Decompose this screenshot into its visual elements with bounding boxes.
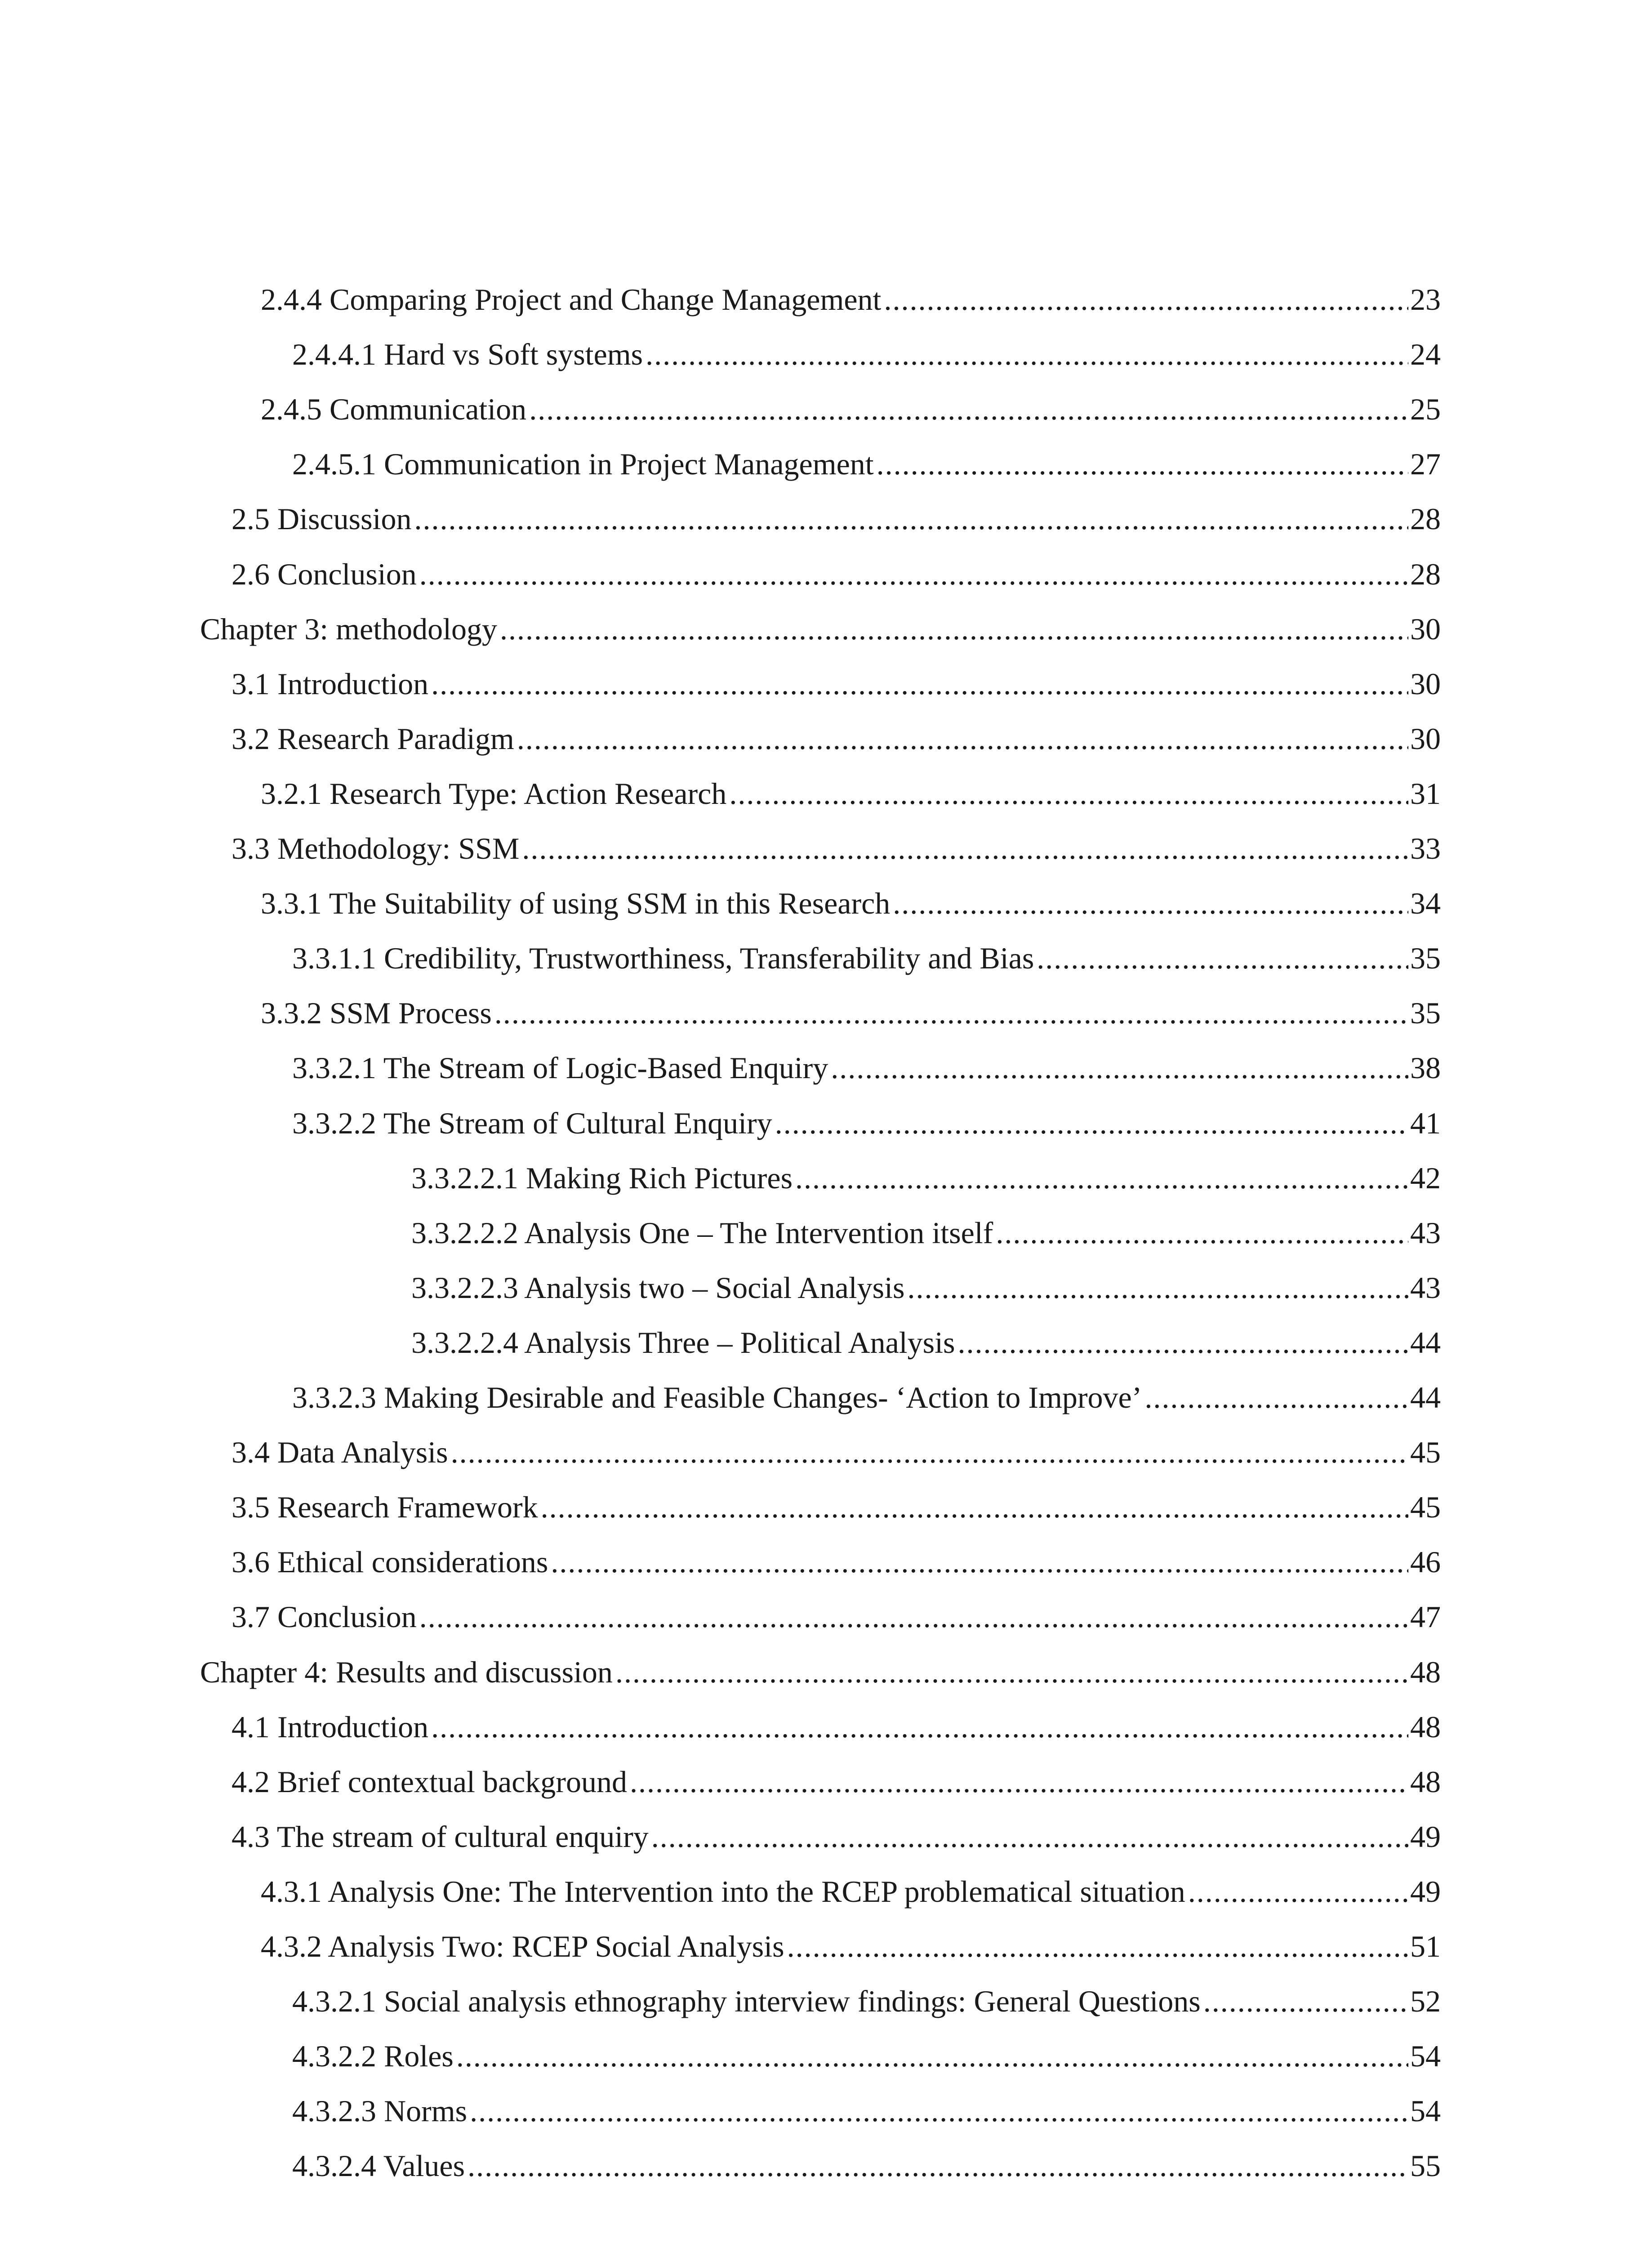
toc-row bbox=[261, 272, 1441, 327]
toc-entry[interactable] bbox=[0, 1589, 1652, 1644]
toc-row bbox=[232, 711, 1441, 766]
toc-dot-leader bbox=[529, 382, 1408, 437]
toc-entry[interactable] bbox=[0, 1096, 1652, 1151]
toc-entry-title: 4.3.2.1 Social analysis ethnography interview findings: General Questions bbox=[292, 1984, 1201, 2019]
toc-dot-leader bbox=[431, 1699, 1408, 1754]
toc-dot-leader bbox=[494, 986, 1408, 1040]
toc-entry-title: 2.4.4.1 Hard vs Soft systems bbox=[292, 337, 643, 372]
toc-row bbox=[292, 1974, 1441, 2029]
toc-entry-page-number: 35 bbox=[1410, 996, 1441, 1030]
toc-entry-page-number: 52 bbox=[1410, 1984, 1441, 2019]
toc-entry[interactable] bbox=[0, 1040, 1652, 1095]
toc-entry-title: 4.1 Introduction bbox=[232, 1709, 429, 1744]
toc-entry[interactable] bbox=[0, 2083, 1652, 2138]
toc-dot-leader bbox=[877, 437, 1408, 491]
toc-entry-title: 3.5 Research Framework bbox=[232, 1490, 538, 1525]
toc-row bbox=[292, 1040, 1441, 1095]
toc-entry-title: 4.3.1 Analysis One: The Intervention into the RCEP problematical situation bbox=[261, 1874, 1185, 1909]
toc-entry-title: 2.5 Discussion bbox=[232, 502, 412, 536]
toc-entry-title: 3.3.2.2.1 Making Rich Pictures bbox=[411, 1160, 793, 1195]
toc-entry-page-number: 30 bbox=[1410, 666, 1441, 701]
toc-entry[interactable] bbox=[0, 1425, 1652, 1480]
toc-row bbox=[292, 2029, 1441, 2083]
toc-row bbox=[292, 437, 1441, 491]
toc-entry-page-number: 42 bbox=[1410, 1160, 1441, 1195]
toc-dot-leader bbox=[907, 1260, 1408, 1315]
toc-entry-page-number: 51 bbox=[1410, 1929, 1441, 1963]
toc-row bbox=[292, 2138, 1441, 2193]
toc-row bbox=[232, 1809, 1441, 1864]
toc-entry[interactable] bbox=[0, 1809, 1652, 1864]
toc-row bbox=[261, 766, 1441, 821]
toc-row bbox=[200, 1645, 1441, 1699]
toc-row bbox=[292, 327, 1441, 382]
toc-entry-title: 4.3 The stream of cultural enquiry bbox=[232, 1819, 649, 1854]
toc-row bbox=[411, 1260, 1441, 1315]
toc-entry-page-number: 23 bbox=[1410, 282, 1441, 317]
toc-entry-page-number: 47 bbox=[1410, 1600, 1441, 1634]
toc-dot-leader bbox=[1144, 1370, 1408, 1425]
toc-entry-title: 4.2 Brief contextual background bbox=[232, 1764, 627, 1799]
toc-dot-leader bbox=[957, 1315, 1408, 1370]
toc-row bbox=[200, 602, 1441, 656]
toc-row bbox=[261, 876, 1441, 931]
toc-entry-page-number: 43 bbox=[1410, 1270, 1441, 1305]
toc-entry-page-number: 30 bbox=[1410, 611, 1441, 646]
toc-entry[interactable] bbox=[0, 711, 1652, 766]
toc-entry-page-number: 41 bbox=[1410, 1106, 1441, 1140]
toc-entry[interactable] bbox=[0, 1919, 1652, 1974]
toc-entry-title: 3.4 Data Analysis bbox=[232, 1435, 448, 1470]
toc-entry[interactable] bbox=[0, 1534, 1652, 1589]
toc-entry-title: 3.3.2 SSM Process bbox=[261, 996, 492, 1030]
toc-entry[interactable] bbox=[0, 491, 1652, 546]
toc-row bbox=[232, 1480, 1441, 1534]
toc-dot-leader bbox=[787, 1919, 1408, 1974]
toc-entry[interactable] bbox=[0, 437, 1652, 491]
toc-entry-title: 3.3.2.2.4 Analysis Three – Political Analysis bbox=[411, 1325, 955, 1360]
toc-entry-title: 2.4.5 Communication bbox=[261, 392, 527, 427]
toc-entry-page-number: 54 bbox=[1410, 2039, 1441, 2074]
toc-entry[interactable] bbox=[0, 327, 1652, 382]
toc-entry[interactable] bbox=[0, 1480, 1652, 1534]
toc-row bbox=[232, 821, 1441, 876]
toc-dot-leader bbox=[615, 1645, 1408, 1699]
toc-dot-leader bbox=[795, 1151, 1408, 1205]
toc-row bbox=[261, 382, 1441, 437]
toc-entry[interactable] bbox=[0, 1864, 1652, 1919]
toc-entry-title: 3.7 Conclusion bbox=[232, 1600, 417, 1634]
toc-dot-leader bbox=[431, 656, 1408, 711]
toc-entry-title: Chapter 3: methodology bbox=[200, 611, 498, 646]
toc-entry-page-number: 45 bbox=[1410, 1490, 1441, 1525]
toc-row bbox=[411, 1205, 1441, 1260]
toc-entry-title: 4.3.2 Analysis Two: RCEP Social Analysis bbox=[261, 1929, 784, 1963]
toc-entry[interactable] bbox=[0, 1974, 1652, 2029]
toc-entry-page-number: 31 bbox=[1410, 776, 1441, 811]
toc-dot-leader bbox=[517, 711, 1408, 766]
toc-entry-page-number: 28 bbox=[1410, 557, 1441, 591]
toc-row bbox=[232, 547, 1441, 602]
toc-entry[interactable] bbox=[0, 1699, 1652, 1754]
toc-row bbox=[292, 2083, 1441, 2138]
toc-row bbox=[292, 1096, 1441, 1151]
toc-entry-title: 4.3.2.2 Roles bbox=[292, 2039, 454, 2074]
toc-entry-title: 3.2 Research Paradigm bbox=[232, 721, 514, 756]
toc-row bbox=[232, 1534, 1441, 1589]
toc-row bbox=[292, 931, 1441, 986]
toc-dot-leader bbox=[522, 821, 1408, 876]
toc-entry-title: 2.6 Conclusion bbox=[232, 557, 417, 591]
toc-entry-page-number: 35 bbox=[1410, 941, 1441, 976]
toc-row bbox=[261, 1919, 1441, 1974]
toc-entry-title: Chapter 4: Results and discussion bbox=[200, 1655, 613, 1689]
toc-entry[interactable] bbox=[0, 1315, 1652, 1370]
toc-dot-leader bbox=[729, 766, 1408, 821]
toc-entry[interactable] bbox=[0, 2029, 1652, 2083]
toc-dot-leader bbox=[419, 1589, 1408, 1644]
toc-entry-title: 4.3.2.4 Values bbox=[292, 2149, 465, 2183]
toc-entry-page-number: 54 bbox=[1410, 2094, 1441, 2128]
toc-dot-leader bbox=[468, 2138, 1408, 2193]
toc-dot-leader bbox=[775, 1096, 1408, 1151]
toc-row bbox=[232, 1754, 1441, 1809]
toc-row bbox=[232, 1589, 1441, 1644]
toc-entry[interactable] bbox=[0, 1151, 1652, 1205]
toc-entry[interactable] bbox=[0, 547, 1652, 602]
toc-entry-page-number: 33 bbox=[1410, 831, 1441, 865]
toc-entry-page-number: 44 bbox=[1410, 1325, 1441, 1360]
toc-entry-title: 2.4.5.1 Communication in Project Management bbox=[292, 447, 874, 482]
toc-entry[interactable] bbox=[0, 2138, 1652, 2193]
toc-entry-title: 3.3.2.1 The Stream of Logic-Based Enquiry bbox=[292, 1051, 828, 1085]
toc-entry-title: 3.6 Ethical considerations bbox=[232, 1545, 548, 1579]
toc-entry[interactable] bbox=[0, 382, 1652, 437]
toc-dot-leader bbox=[831, 1040, 1408, 1095]
toc-entry-page-number: 43 bbox=[1410, 1215, 1441, 1250]
toc-entry-title: 3.3.2.2.3 Analysis two – Social Analysis bbox=[411, 1270, 905, 1305]
toc-entry[interactable] bbox=[0, 656, 1652, 711]
toc-entry-page-number: 27 bbox=[1410, 447, 1441, 482]
toc-entry-page-number: 46 bbox=[1410, 1545, 1441, 1579]
toc-row bbox=[261, 986, 1441, 1040]
toc-entry-page-number: 45 bbox=[1410, 1435, 1441, 1470]
toc-dot-leader bbox=[996, 1205, 1408, 1260]
toc-entry-page-number: 25 bbox=[1410, 392, 1441, 427]
toc-dot-leader bbox=[541, 1480, 1408, 1534]
toc-entry-title: 3.1 Introduction bbox=[232, 666, 429, 701]
toc-entry-page-number: 55 bbox=[1410, 2149, 1441, 2183]
toc-dot-leader bbox=[646, 327, 1408, 382]
toc-entry-title: 4.3.2.3 Norms bbox=[292, 2094, 468, 2128]
toc-entry[interactable] bbox=[0, 1370, 1652, 1425]
toc-entry-title: 3.3.1.1 Credibility, Trustworthiness, Transferability and Bias bbox=[292, 941, 1034, 976]
toc-entry-page-number: 24 bbox=[1410, 337, 1441, 372]
toc-entry-page-number: 28 bbox=[1410, 502, 1441, 536]
toc-entry[interactable] bbox=[0, 602, 1652, 656]
toc-entry[interactable] bbox=[0, 766, 1652, 821]
toc-dot-leader bbox=[893, 876, 1408, 931]
toc-row bbox=[411, 1151, 1441, 1205]
toc-entry-title: 3.3.1 The Suitability of using SSM in this Research bbox=[261, 886, 891, 921]
toc-entry-title: 3.2.1 Research Type: Action Research bbox=[261, 776, 727, 811]
toc-row bbox=[232, 491, 1441, 546]
toc-entry[interactable] bbox=[0, 986, 1652, 1040]
toc-dot-leader bbox=[884, 272, 1408, 327]
toc-row bbox=[232, 656, 1441, 711]
toc-row bbox=[232, 1699, 1441, 1754]
toc-entry[interactable] bbox=[0, 931, 1652, 986]
toc-dot-leader bbox=[456, 2029, 1408, 2083]
toc-dot-leader bbox=[1188, 1864, 1408, 1919]
toc-entry-page-number: 49 bbox=[1410, 1874, 1441, 1909]
toc-dot-leader bbox=[470, 2083, 1408, 2138]
toc-entry[interactable] bbox=[0, 1645, 1652, 1699]
toc-entry[interactable] bbox=[0, 272, 1652, 327]
toc-entry-page-number: 34 bbox=[1410, 886, 1441, 921]
toc-entry-page-number: 38 bbox=[1410, 1051, 1441, 1085]
toc-dot-leader bbox=[630, 1754, 1408, 1809]
toc-entry-page-number: 30 bbox=[1410, 721, 1441, 756]
toc-dot-leader bbox=[551, 1534, 1408, 1589]
toc-row bbox=[261, 1864, 1441, 1919]
toc-entry[interactable] bbox=[0, 1205, 1652, 1260]
toc-entry[interactable] bbox=[0, 1754, 1652, 1809]
toc-dot-leader bbox=[1037, 931, 1408, 986]
toc-entry-page-number: 48 bbox=[1410, 1709, 1441, 1744]
toc-dot-leader bbox=[651, 1809, 1408, 1864]
toc-dot-leader bbox=[500, 602, 1408, 656]
toc-dot-leader bbox=[414, 491, 1408, 546]
toc-entry-page-number: 48 bbox=[1410, 1764, 1441, 1799]
toc-entry-title: 3.3.2.2 The Stream of Cultural Enquiry bbox=[292, 1106, 772, 1140]
toc-entry[interactable] bbox=[0, 821, 1652, 876]
toc-entry-page-number: 44 bbox=[1410, 1380, 1441, 1414]
toc-entry-title: 3.3 Methodology: SSM bbox=[232, 831, 520, 865]
toc-entry[interactable] bbox=[0, 876, 1652, 931]
toc-dot-leader bbox=[419, 547, 1408, 602]
toc-entry[interactable] bbox=[0, 1260, 1652, 1315]
toc-entry-page-number: 48 bbox=[1410, 1655, 1441, 1689]
toc-row bbox=[232, 1425, 1441, 1480]
toc-entry-page-number: 49 bbox=[1410, 1819, 1441, 1854]
toc-entry-title: 3.3.2.3 Making Desirable and Feasible Changes- ‘Action to Improve’ bbox=[292, 1380, 1142, 1414]
toc-entry-title: 2.4.4 Comparing Project and Change Management bbox=[261, 282, 882, 317]
toc-row bbox=[411, 1315, 1441, 1370]
toc-entry-title: 3.3.2.2.2 Analysis One – The Intervention itself bbox=[411, 1215, 993, 1250]
toc-row bbox=[292, 1370, 1441, 1425]
toc-dot-leader bbox=[1203, 1974, 1408, 2029]
toc-dot-leader bbox=[451, 1425, 1408, 1480]
